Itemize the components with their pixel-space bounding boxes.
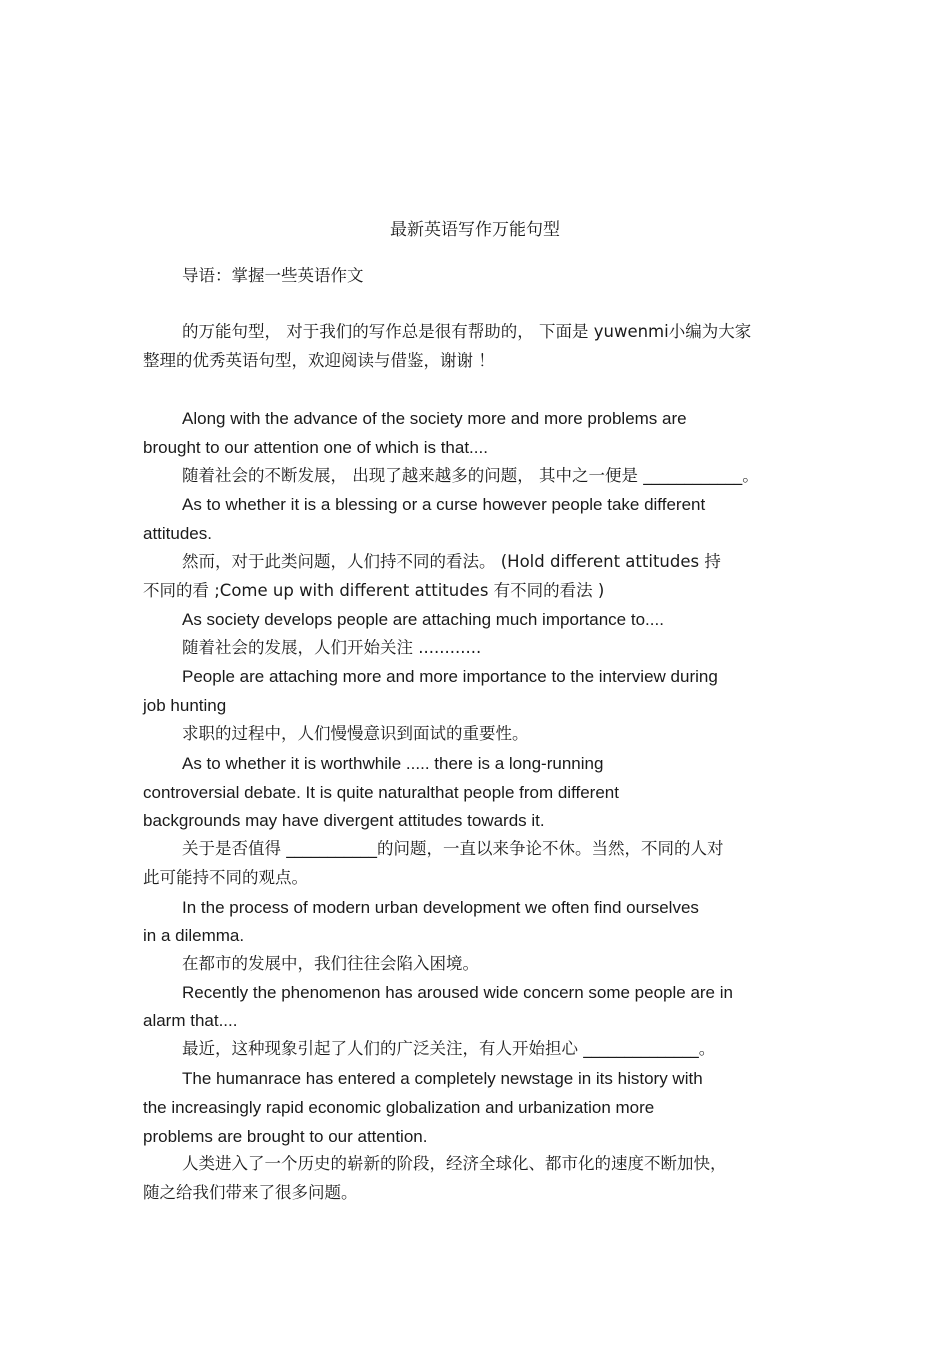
chinese-translation-line: 随着社会的发展，人们开始关注 ............ xyxy=(182,638,482,657)
chinese-translation-line: 然而，对于此类问题，人们持不同的看法。 (Hold different attitudes 持 xyxy=(182,552,721,571)
chinese-translation-line: 不同的看 ;Come up with different attitudes 有不同的看法 ) xyxy=(143,581,605,600)
intro-line: 整理的优秀英语句型，欢迎阅读与借鉴，谢谢 ！ xyxy=(143,351,495,370)
chinese-translation-line: 人类进入了一个历史的崭新的阶段，经济全球化、都市化的速度不断加快， xyxy=(182,1154,727,1173)
chinese-translation-line: 此可能持不同的观点。 xyxy=(143,868,308,887)
english-sentence-line: People are attaching more and more importance to the interview during xyxy=(182,667,718,686)
chinese-translation-line: 随着社会的不断发展， 出现了越来越多的问题， 其中之一便是 ____________。 xyxy=(182,466,759,485)
chinese-translation-line: 求职的过程中，人们慢慢意识到面试的重要性。 xyxy=(182,724,529,743)
english-sentence-line: the increasingly rapid economic globalization and urbanization more xyxy=(143,1098,655,1117)
english-sentence-line: As to whether it is a blessing or a curse however people take different xyxy=(182,495,706,514)
english-sentence-line: controversial debate. It is quite naturalthat people from different xyxy=(143,783,619,802)
english-sentence-line: job hunting xyxy=(143,696,227,715)
english-sentence-line: attitudes. xyxy=(143,524,212,543)
english-sentence-line: As to whether it is worthwhile ..... there is a long-running xyxy=(182,754,604,773)
english-sentence-line: The humanrace has entered a completely newstage in its history with xyxy=(182,1069,703,1088)
chinese-translation-line: 随之给我们带来了很多问题。 xyxy=(143,1183,358,1202)
chinese-translation-line: 在都市的发展中，我们往往会陷入困境。 xyxy=(182,954,479,973)
english-sentence-line: As society develops people are attaching much importance to.... xyxy=(182,610,664,629)
document-title: 最新英语写作万能句型 xyxy=(390,220,560,240)
intro-line: 导语：掌握一些英语作文 xyxy=(182,266,364,285)
chinese-translation-line: 关于是否值得 ___________的问题，一直以来争论不休。当然，不同的人对 xyxy=(182,839,724,858)
english-sentence-line: In the process of modern urban development we often find ourselves xyxy=(182,898,699,917)
english-sentence-line: alarm that.... xyxy=(143,1011,238,1030)
intro-line: 的万能句型， 对于我们的写作总是很有帮助的， 下面是 yuwenmi小编为大家 xyxy=(182,322,752,341)
english-sentence-line: Recently the phenomenon has aroused wide concern some people are in xyxy=(182,983,733,1002)
english-sentence-line: backgrounds may have divergent attitudes towards it. xyxy=(143,811,545,830)
chinese-translation-line: 最近，这种现象引起了人们的广泛关注，有人开始担心 ______________。 xyxy=(182,1039,716,1058)
english-sentence-line: brought to our attention one of which is that.... xyxy=(143,438,488,457)
english-sentence-line: Along with the advance of the society more and more problems are xyxy=(182,409,687,428)
english-sentence-line: in a dilemma. xyxy=(143,926,245,945)
english-sentence-line: problems are brought to our attention. xyxy=(143,1127,428,1146)
